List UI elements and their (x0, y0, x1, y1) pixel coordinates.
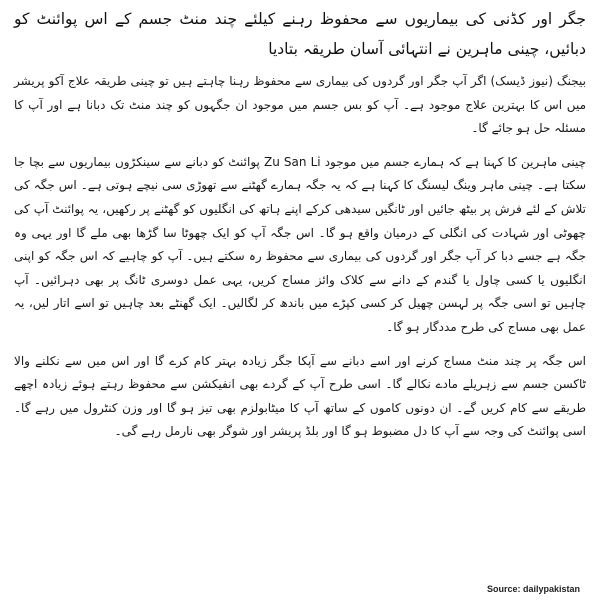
article-body (14, 4, 586, 454)
article-paragraph-benefits: اس جگہ پر چند منٹ مساج کرنے اور اسے دبانے سے آپکا جگر زیادہ بہتر کام کرے گا اور اس میں سے نکلنے والا ٹاکسن جسم سے زہریلے مادے نکالے گا۔ اسی طرح آپ کے گردے بھی انفیکشن سے محفوظ رہتے ہوئے زیادہ اچھے طریقے سے کام کریں گے۔ ان دونوں کاموں کے ساتھ آپ کا میٹابولزم بھی تیز ہو گا اور وزن کنٹرول میں رہے گا۔ اسی پوائنٹ کی وجہ سے آپ کا دل مضبوط ہو گا اور بلڈ پریشر اور شوگر بھی نارمل رہے گی۔ (14, 353, 586, 439)
article-paragraph-method: چینی ماہرین کا کہنا ہے کہ ہمارے جسم میں موجود Zu San Li پوائنٹ کو دبانے سے سینکڑوں بیماریوں سے بچا جا سکتا ہے۔ چینی ماہر وینگ لیسنگ کا کہنا ہے کہ یہ جگہ ہمارے گھٹنے سے تھوڑی سی نیچے ہوتی ہے۔ اس جگہ کی تلاش کے لئے فرش پر بیٹھ جائیں اور ٹانگیں سیدھی کرکے اپنے ہاتھ کی انگلیوں کو گھٹنے پر رکھیں، یہ پوائنٹ آپ کی چھوٹی اور شہادت کی انگلی کے درمیان واقع ہو گا۔ اس جگہ آپ کو ایک چھوٹا سا گڑھا بھی ملے گا اور یہی وہ جگہ ہے جسے دبا کر آپ جگر اور گردوں کی بیماری سے محفوظ رہ سکتے ہیں۔ آپ کو چاہیے کہ اس جگہ کو اپنی انگلیوں یا کسی چاول یا گندم کے دانے سے کلاک وائز مساج کریں، یہی عمل دوسری ٹانگ پر بھی دہرائیں۔ آپ چاہیں تو اسی جگہ پر لہسن چھیل کر کسی کپڑے میں باندھ کر لگالیں۔ ایک گھنٹے بعد چاہیں تو اسے اتار لیں، یہ عمل بھی مساج کی طرح مددگار ہو گا۔ (14, 154, 586, 334)
article-paragraph-intro: بیجنگ (نیوز ڈیسک) اگر آپ جگر اور گردوں کی بیماری سے محفوظ رہنا چاہتے ہیں تو چینی طریقہ علاج آکو پریشر میں اس کا بہترین علاج موجود ہے۔ آپ کو بس جسم میں موجود ان جگہوں کو چند منٹ تک دبانا ہے اور آپ کا مسئلہ حل ہو جائے گا۔ (14, 74, 586, 136)
source-credit: Source: dailypakistan (486, 584, 580, 594)
article-headline: جگر اور کڈنی کی بیماریوں سے محفوظ رہنے کیلئے چند منٹ جسم کے اس پوائنٹ کو دبائیں، چینی ماہرین نے انتہائی آسان طریقہ بتادیا (14, 10, 586, 58)
